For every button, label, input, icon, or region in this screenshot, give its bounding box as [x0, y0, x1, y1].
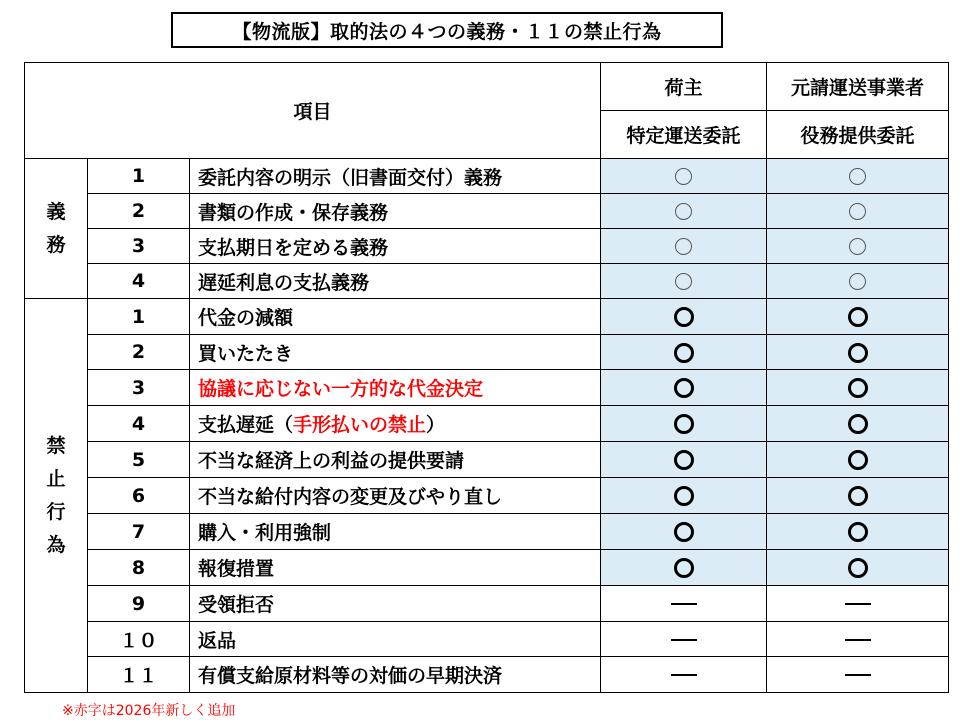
item-text: 購入・利用強制 [190, 514, 601, 550]
item-number: 2 [88, 194, 190, 229]
table-row [25, 657, 949, 693]
item-text: 代金の減額 [190, 299, 601, 335]
circle-icon [848, 522, 868, 542]
mark-col1 [601, 550, 767, 586]
circle-icon [848, 486, 868, 506]
table-row [25, 229, 949, 264]
circle-icon [674, 450, 694, 470]
mark-col1 [601, 370, 767, 406]
table-row [25, 264, 949, 299]
mark-col2 [767, 159, 949, 194]
mark-col1 [601, 229, 767, 264]
table-row [25, 406, 949, 442]
mark-col2 [767, 299, 949, 335]
mark-col1 [601, 657, 767, 693]
table-row [25, 514, 949, 550]
mark-col1 [601, 299, 767, 335]
item-number: 4 [88, 406, 190, 442]
mark-col2 [767, 622, 949, 657]
circle-icon [849, 168, 866, 185]
mark-col2 [767, 194, 949, 229]
item-number: 2 [88, 335, 190, 370]
item-number: 1 [88, 299, 190, 335]
mark-col1 [601, 159, 767, 194]
item-text: 返品 [190, 622, 601, 657]
mark-col2 [767, 264, 949, 299]
mark-col2 [767, 514, 949, 550]
item-text-new: 協議に応じない一方的な代金決定 [190, 370, 601, 406]
table-row [25, 159, 949, 194]
dash-icon [671, 639, 697, 641]
item-number: 7 [88, 514, 190, 550]
item-text: 受領拒否 [190, 586, 601, 622]
item-number: 1 [88, 159, 190, 194]
item-text: 支払期日を定める義務 [190, 229, 601, 264]
dash-icon [845, 603, 871, 605]
mark-col2 [767, 335, 949, 370]
circle-icon [674, 522, 694, 542]
item-number: 4 [88, 264, 190, 299]
item-number: 3 [88, 229, 190, 264]
category-obligations: 義 務 [25, 159, 88, 299]
mark-col1 [601, 335, 767, 370]
header-col2-top: 元請運送事業者 [767, 63, 949, 111]
page-title: 【物流版】取的法の４つの義務・１１の禁止行為 [171, 12, 723, 48]
mark-col1 [601, 194, 767, 229]
circle-icon [675, 238, 692, 255]
item-text: 不当な経済上の利益の提供要請 [190, 442, 601, 478]
table-row [25, 550, 949, 586]
item-text: 遅延利息の支払義務 [190, 264, 601, 299]
header-col1-bottom: 特定運送委託 [601, 111, 767, 159]
item-text: 委託内容の明示（旧書面交付）義務 [190, 159, 601, 194]
circle-icon [674, 378, 694, 398]
circle-icon [848, 343, 868, 363]
item-number: 5 [88, 442, 190, 478]
table-row [25, 194, 949, 229]
table-row [25, 586, 949, 622]
mark-col2 [767, 550, 949, 586]
mark-col1 [601, 406, 767, 442]
table-row [25, 622, 949, 657]
mark-col2 [767, 478, 949, 514]
circle-icon [674, 343, 694, 363]
circle-icon [848, 450, 868, 470]
item-text-new: 手形払いの禁止 [293, 414, 427, 436]
table-row [25, 370, 949, 406]
item-text: 不当な給付内容の変更及びやり直し [190, 478, 601, 514]
header-item: 項目 [25, 63, 601, 159]
circle-icon [849, 203, 866, 220]
table-row [25, 478, 949, 514]
dash-icon [845, 639, 871, 641]
item-number: 6 [88, 478, 190, 514]
mark-col1 [601, 586, 767, 622]
item-number: 3 [88, 370, 190, 406]
mark-col1 [601, 514, 767, 550]
item-text: 報復措置 [190, 550, 601, 586]
circle-icon [675, 168, 692, 185]
obligations-prohibitions-table [24, 62, 949, 693]
mark-col2 [767, 370, 949, 406]
circle-icon [674, 486, 694, 506]
item-text: 書類の作成・保存義務 [190, 194, 601, 229]
circle-icon [848, 307, 868, 327]
mark-col1 [601, 622, 767, 657]
mark-col2 [767, 406, 949, 442]
circle-icon [848, 378, 868, 398]
category-prohibitions: 禁 止 行 為 [25, 299, 88, 693]
mark-col2 [767, 442, 949, 478]
circle-icon [674, 414, 694, 434]
circle-icon [848, 414, 868, 434]
circle-icon [675, 273, 692, 290]
item-number: 9 [88, 586, 190, 622]
mark-col1 [601, 264, 767, 299]
header-col2-bottom: 役務提供委託 [767, 111, 949, 159]
dash-icon [671, 674, 697, 676]
item-number: 8 [88, 550, 190, 586]
circle-icon [674, 558, 694, 578]
table-row [25, 299, 949, 335]
circle-icon [848, 558, 868, 578]
circle-icon [849, 238, 866, 255]
item-text: 有償支給原材料等の対価の早期決済 [190, 657, 601, 693]
footnote: ※赤字は2026年新しく追加 [62, 703, 236, 719]
mark-col2 [767, 586, 949, 622]
item-text: 買いたたき [190, 335, 601, 370]
table-row [25, 335, 949, 370]
header-col1-top: 荷主 [601, 63, 767, 111]
item-number: １１ [88, 657, 190, 693]
dash-icon [671, 603, 697, 605]
circle-icon [675, 203, 692, 220]
mark-col2 [767, 229, 949, 264]
table-row [25, 442, 949, 478]
item-text: 支払遅延（手形払いの禁止） [190, 406, 601, 442]
mark-col1 [601, 442, 767, 478]
mark-col1 [601, 478, 767, 514]
item-number: １０ [88, 622, 190, 657]
circle-icon [849, 273, 866, 290]
dash-icon [845, 674, 871, 676]
circle-icon [674, 307, 694, 327]
mark-col2 [767, 657, 949, 693]
